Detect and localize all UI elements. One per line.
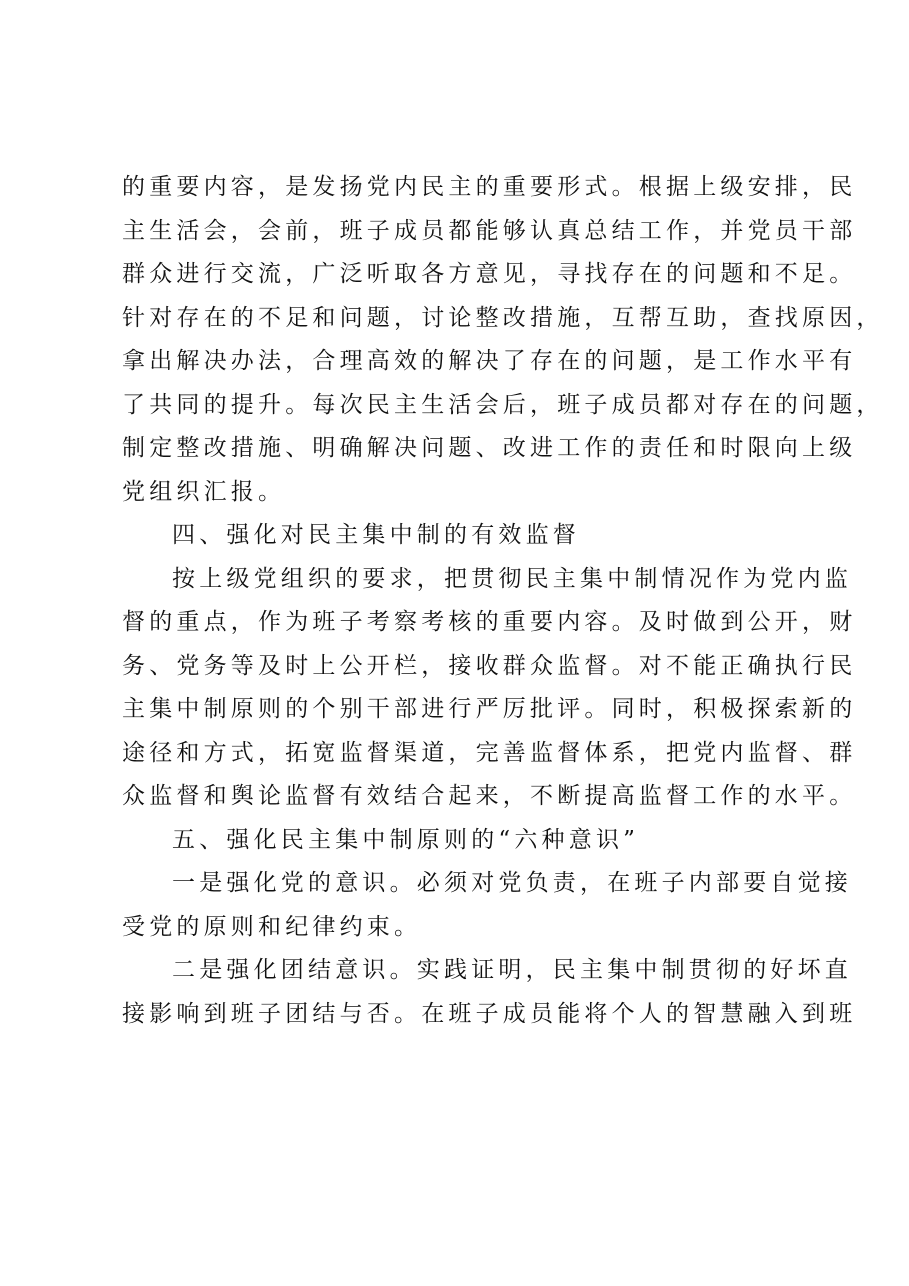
text-line: 一是强化党的意识。必须对党负责，在班子内部要自觉接 [172, 870, 852, 896]
text-line: 主生活会，会前，班子成员都能够认真总结工作，并党员干部 [122, 217, 857, 244]
text-line: 党组织汇报。 [122, 478, 286, 505]
document-body [122, 166, 884, 1036]
text-line: 二是强化团结意识。实践证明，民主集中制贯彻的好坏直 [172, 957, 852, 983]
text-line: 了共同的提升。每次民主生活会后，班子成员都对存在的问题， [122, 391, 884, 418]
text-line: 众监督和舆论监督有效结合起来，不断提高监督工作的水平。 [122, 783, 857, 809]
text-line: 务、党务等及时上公开栏，接收群众监督。对不能正确执行民 [122, 652, 857, 679]
text-line: 拿出解决办法，合理高效的解决了存在的问题，是工作水平有 [122, 348, 857, 374]
text-line: 的重要内容，是发扬党内民主的重要形式。根据上级安排，民 [122, 174, 857, 200]
text-line: 群众进行交流，广泛听取各方意见，寻找存在的问题和不足。 [122, 261, 857, 287]
text-line: 接影响到班子团结与否。在班子成员能将个人的智慧融入到班 [122, 1000, 857, 1027]
text-line: 督的重点，作为班子考察考核的重要内容。及时做到公开，财 [122, 609, 857, 635]
text-line: 制定整改措施、明确解决问题、改进工作的责任和时限向上级 [122, 435, 857, 461]
text-line: 针对存在的不足和问题，讨论整改措施，互帮互助，查找原因， [122, 304, 884, 331]
text-line: 按上级党组织的要求，把贯彻民主集中制情况作为党内监 [172, 565, 852, 592]
text-line: 受党的原则和纪律约束。 [122, 913, 422, 940]
section-heading: 四、强化对民主集中制的有效监督 [172, 522, 580, 548]
text-line: 途径和方式，拓宽监督渠道，完善监督体系，把党内监督、群 [122, 739, 857, 766]
text-line: 主集中制原则的个别干部进行严厉批评。同时，积极探索新的 [122, 696, 857, 722]
section-heading: 五、强化民主集中制原则的“六种意识” [172, 826, 640, 853]
